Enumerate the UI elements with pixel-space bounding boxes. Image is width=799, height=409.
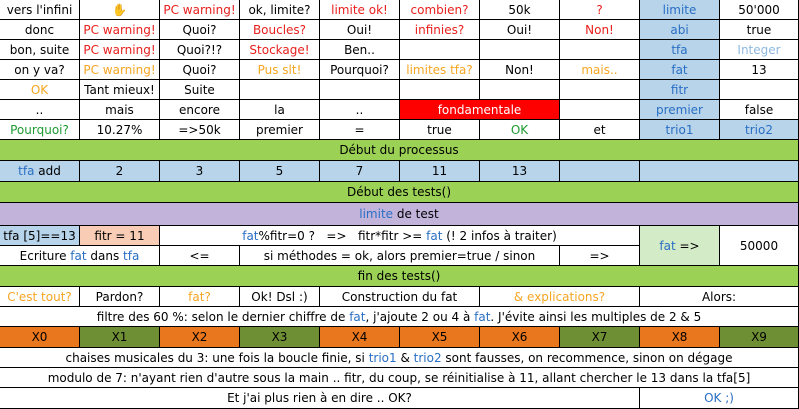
cell-pardon[interactable]: Pardon?	[80, 287, 160, 307]
cell-modulo[interactable]: modulo de 7: n'ayant rien d'autre sous la main .. fitr, du coup, se réinitialise à 11, allant chercher le 13 dans la tfa[5]	[0, 368, 799, 388]
cell-arrow-right[interactable]: =>	[560, 246, 640, 266]
header-fin-tests[interactable]: fin des tests()	[0, 266, 799, 287]
cell-filtre[interactable]	[0, 307, 799, 327]
cell-fitr-11[interactable]: fitr = 11	[80, 226, 160, 246]
ecr-tfa: tfa	[123, 248, 140, 263]
hand-icon[interactable]: ✋	[80, 0, 160, 20]
cell-r7-c8[interactable]: et	[560, 120, 640, 140]
cell-r2-c1[interactable]: donc	[0, 20, 80, 40]
cell-r1-c4[interactable]: ok, limite?	[240, 0, 320, 20]
cell-r5-c5[interactable]	[320, 80, 400, 100]
cell-r5-c7[interactable]	[480, 80, 560, 100]
header-debut-tests[interactable]: Début des tests()	[0, 182, 799, 203]
de-test-word: de test	[393, 207, 439, 221]
filtre-fat-2: fat	[474, 309, 491, 324]
chaises-c: sont fausses, on recommence, sinon on dégage	[441, 350, 733, 365]
cond-fat-1: fat	[242, 228, 259, 243]
cell-r5-c6[interactable]	[400, 80, 480, 100]
cond-fat-2: fat	[426, 228, 443, 243]
cell-r4-c1[interactable]: on y va?	[0, 60, 80, 80]
cell-tfa-4[interactable]: 11	[400, 161, 480, 182]
limite-word: limite	[359, 207, 394, 221]
cell-r1-c8[interactable]: ?	[560, 0, 640, 20]
filtre-c: . J'évite ainsi les multiples de 2 & 5	[490, 309, 702, 324]
cell-r5-c9[interactable]: fitr	[640, 80, 720, 100]
cell-r7-c2[interactable]: 10.27%	[80, 120, 160, 140]
header-debut-processus[interactable]: Début du processus	[0, 140, 799, 161]
cell-r4-c10[interactable]: 13	[720, 60, 799, 80]
arrow-text: =>	[675, 238, 700, 253]
limite-de-test[interactable]	[0, 203, 799, 226]
cell-r1-c5[interactable]: limite ok!	[320, 0, 400, 20]
cell-x0[interactable]: X0	[0, 327, 80, 348]
cell-tfa-1[interactable]: 3	[160, 161, 240, 182]
cell-r5-c1[interactable]: OK	[0, 80, 80, 100]
cell-r3-c4[interactable]: Stockage!	[240, 40, 320, 60]
cell-r2-c8[interactable]: Non!	[560, 20, 640, 40]
chaises-b: &	[396, 350, 414, 365]
cell-r3-c8[interactable]	[560, 40, 640, 60]
cell-r2-c3[interactable]: Quoi?	[160, 20, 240, 40]
cell-x8[interactable]: X8	[640, 327, 720, 348]
cell-r4-c8[interactable]: mais..	[560, 60, 640, 80]
filtre-a: filtre des 60 %: selon le dernier chiffre de	[96, 309, 350, 324]
cell-r1-c6[interactable]: combien?	[400, 0, 480, 20]
cell-alors[interactable]: Alors:	[640, 287, 799, 307]
cell-r6-c5[interactable]: ..	[320, 100, 400, 120]
ecr-a: Ecriture	[19, 248, 71, 263]
cell-r3-c9[interactable]: tfa	[640, 40, 720, 60]
cell-x4[interactable]: X4	[320, 327, 400, 348]
cell-r1-c1[interactable]: vers l'infini	[0, 0, 80, 20]
cell-x2[interactable]: X2	[160, 327, 240, 348]
cell-r2-c6[interactable]: infinies?	[400, 20, 480, 40]
cell-r2-c7[interactable]: Oui!	[480, 20, 560, 40]
cell-r7-c7[interactable]: OK	[480, 120, 560, 140]
cell-ecriture[interactable]	[0, 246, 160, 266]
cell-r6-c2[interactable]: mais	[80, 100, 160, 120]
cell-r3-c6[interactable]	[400, 40, 480, 60]
cell-tfa5[interactable]: tfa [5]==13	[0, 226, 80, 246]
cell-r7-c1[interactable]: Pourquoi?	[0, 120, 80, 140]
cell-r1-c3[interactable]: PC warning!	[160, 0, 240, 20]
cell-r5-c10[interactable]	[720, 80, 799, 100]
cond-end: (! 2 infos à traiter)	[442, 228, 557, 243]
cell-tfa-5[interactable]: 13	[480, 161, 560, 182]
cell-r4-c5[interactable]: Pourquoi?	[320, 60, 400, 80]
cell-r3-c1[interactable]: bon, suite	[0, 40, 80, 60]
cell-r3-c2[interactable]: PC warning!	[80, 40, 160, 60]
cell-r4-c7[interactable]: Non!	[480, 60, 560, 80]
chaises-trio1: trio1	[368, 350, 397, 365]
cell-cest-tout[interactable]: C'est tout?	[0, 287, 80, 307]
cell-r3-c10[interactable]: Integer	[720, 40, 799, 60]
cell-tfa-2[interactable]: 5	[240, 161, 320, 182]
cell-arrow-left[interactable]: <=	[160, 246, 240, 266]
cell-50000[interactable]: 50000	[720, 226, 799, 266]
cell-tfa-0[interactable]: 2	[80, 161, 160, 182]
cell-r6-c3[interactable]: encore	[160, 100, 240, 120]
cell-x9[interactable]: X9	[720, 327, 799, 348]
chaises-a: chaises musicales du 3: une fois la boucle finie, si	[65, 350, 369, 365]
cell-r7-c5[interactable]: =	[320, 120, 400, 140]
cell-x1[interactable]: X1	[80, 327, 160, 348]
cell-r2-c4[interactable]: Boucles?	[240, 20, 320, 40]
cell-x6[interactable]: X6	[480, 327, 560, 348]
tfa-label: tfa	[18, 164, 35, 178]
filtre-fat-1: fat	[349, 309, 366, 324]
cell-methodes[interactable]: si méthodes = ok, alors premier=true / sinon	[240, 246, 560, 266]
cell-r2-c9[interactable]: abi	[640, 20, 720, 40]
cell-r1-c7[interactable]: 50k	[480, 0, 560, 20]
chaises-trio2: trio2	[413, 350, 442, 365]
cell-r2-c5[interactable]: Oui!	[320, 20, 400, 40]
cell-r7-c3[interactable]: =>50k	[160, 120, 240, 140]
cell-r7-c9[interactable]: trio1	[640, 120, 720, 140]
cell-r1-c9[interactable]: limite	[640, 0, 720, 20]
filtre-b: , j'ajoute 2 ou 4 à	[365, 309, 475, 324]
cell-r1-c10[interactable]: 50'000	[720, 0, 799, 20]
cell-x5[interactable]: X5	[400, 327, 480, 348]
cell-r3-c5[interactable]: Ben..	[320, 40, 400, 60]
cell-r7-c10[interactable]: trio2	[720, 120, 799, 140]
cell-ok-dsl[interactable]: Ok! Dsl :)	[240, 287, 320, 307]
cell-tfa-7[interactable]	[640, 161, 799, 182]
cell-tfa-add[interactable]	[0, 161, 80, 182]
cell-r5-c8[interactable]	[560, 80, 640, 100]
cell-r4-c9[interactable]: fat	[640, 60, 720, 80]
cell-explications[interactable]: & explications?	[480, 287, 640, 307]
cell-r2-c10[interactable]: true	[720, 20, 799, 40]
cell-r4-c4[interactable]: Pus slt!	[240, 60, 320, 80]
cell-r5-c2[interactable]: Tant mieux!	[80, 80, 160, 100]
cell-r6-c4[interactable]: la	[240, 100, 320, 120]
cell-r6-c8[interactable]	[560, 100, 640, 120]
fat-word: fat	[659, 238, 676, 253]
cell-x3[interactable]: X3	[240, 327, 320, 348]
cell-chaises[interactable]	[0, 348, 799, 368]
cell-r3-c7[interactable]	[480, 40, 560, 60]
cell-r7-c4[interactable]: premier	[240, 120, 320, 140]
cell-r6-c1[interactable]: ..	[0, 100, 80, 120]
cell-r6-c10[interactable]: false	[720, 100, 799, 120]
cell-construction[interactable]: Construction du fat	[320, 287, 480, 307]
cell-r5-c4[interactable]	[240, 80, 320, 100]
cell-tfa-6[interactable]	[560, 161, 640, 182]
cell-ok-smile[interactable]: OK ;)	[640, 388, 799, 409]
cell-r4-c3[interactable]: Quoi?	[160, 60, 240, 80]
cond-mid: %fitr=0 ? => fitr*fitr >=	[258, 228, 427, 243]
cell-fondamentale[interactable]: fondamentale	[400, 100, 560, 120]
add-label: add	[34, 164, 61, 178]
cell-last[interactable]: Et j'ai plus rien à en dire .. OK?	[0, 388, 640, 409]
cell-tfa-3[interactable]: 7	[320, 161, 400, 182]
cell-fat-arrow[interactable]	[640, 226, 720, 266]
cell-r4-c2[interactable]: PC warning!	[80, 60, 160, 80]
cell-condition[interactable]	[160, 226, 640, 246]
cell-fat-q[interactable]: fat?	[160, 287, 240, 307]
ecr-mid: dans	[86, 248, 124, 263]
cell-r5-c3[interactable]: Suite	[160, 80, 240, 100]
cell-x7[interactable]: X7	[560, 327, 640, 348]
cell-r4-c6[interactable]: limites tfa?	[400, 60, 480, 80]
ecr-fat: fat	[70, 248, 87, 263]
cell-r6-c9[interactable]: premier	[640, 100, 720, 120]
cell-r2-c2[interactable]: PC warning!	[80, 20, 160, 40]
cell-r7-c6[interactable]: true	[400, 120, 480, 140]
cell-r3-c3[interactable]: Quoi?!?	[160, 40, 240, 60]
